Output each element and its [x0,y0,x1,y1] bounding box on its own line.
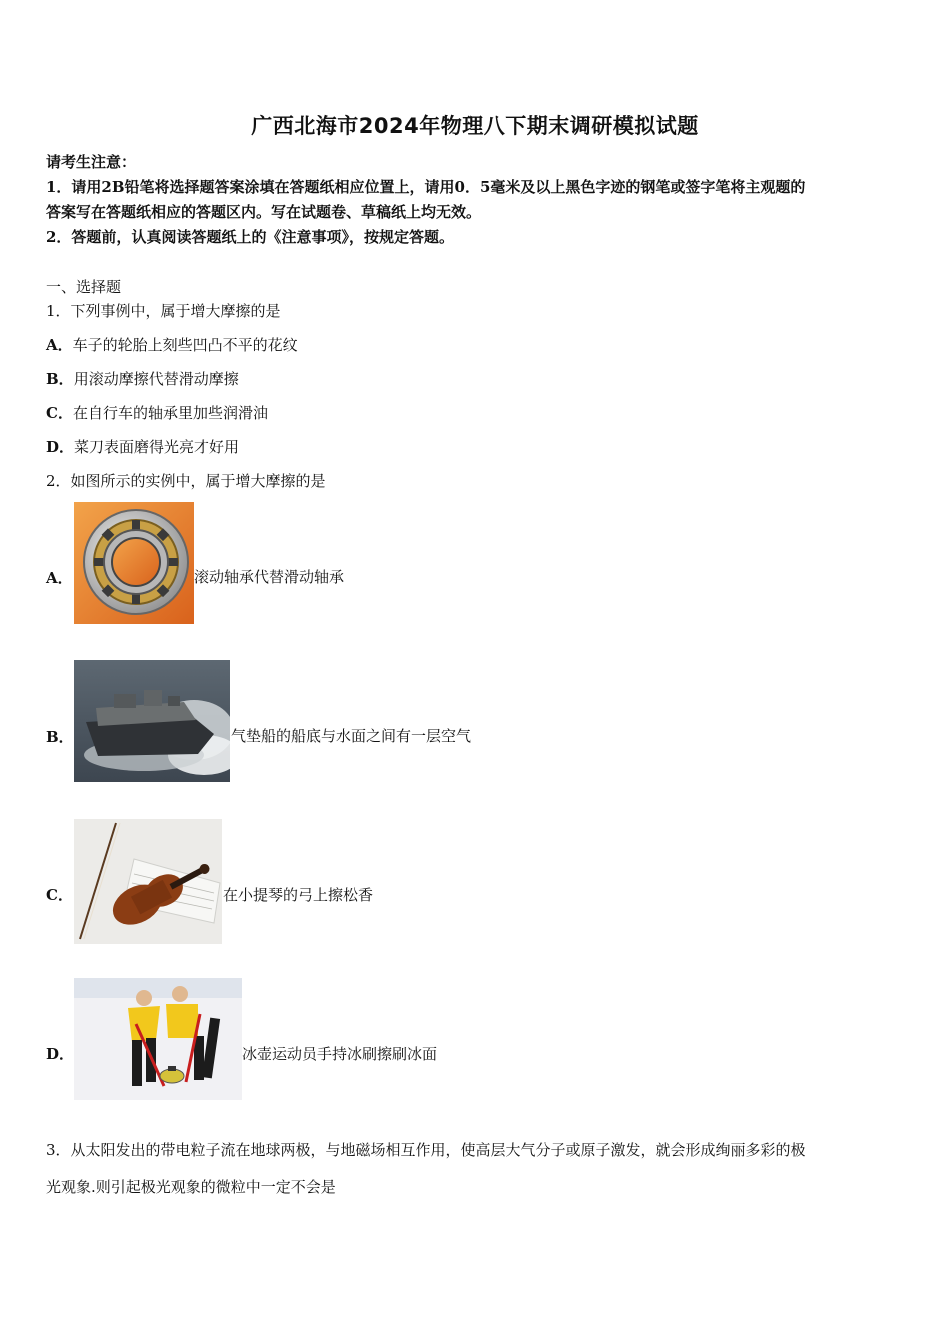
violin-bow-photo [74,819,222,944]
section-heading: 一、选择题 [46,278,122,296]
page-title: 广西北海市2024年物理八下期末调研模拟试题 [251,114,699,138]
q2-option-c-text: 在小提琴的弓上擦松香 [223,886,374,904]
q2-option-d-text: 冰壶运动员手持冰刷擦刷冰面 [242,1045,438,1063]
q2-option-a-letter: A． [46,569,73,587]
q2-option-a-text: 滚动轴承代替滑动轴承 [194,568,345,586]
option-text: 车子的轮胎上刻些凹凸不平的花纹 [72,336,298,354]
notice-item-1-line-1: 1．请用2B铅笔将选择题答案涂填在答题纸相应位置上，请用0．5毫米及以上黑色字迹的钢笔或签字笔将主观题的 [46,178,806,196]
notice-item-2: 2．答题前，认真阅读答题纸上的《注意事项》，按规定答题。 [46,228,454,246]
option-letter: A． [46,336,73,354]
q1-option-c [46,403,268,423]
question-3-line-1: 3．从太阳发出的带电粒子流在地球两极，与地磁场相互作用，使高层大气分子或原子激发，就会形成绚丽多彩的极 [46,1141,806,1159]
notice-heading: 请考生注意： [46,153,137,171]
q2-option-d-letter: D． [46,1045,75,1063]
question-2-stem: 2．如图所示的实例中，属于增大摩擦的是 [46,472,326,490]
option-letter: C． [46,404,73,422]
question-3-line-2: 光观象.则引起极光观象的微粒中一定不会是 [46,1178,336,1196]
q1-option-b [46,369,239,389]
curling-sweepers-photo [74,978,242,1100]
hovercraft-photo [74,660,230,782]
option-text: 在自行车的轴承里加些润滑油 [72,404,268,422]
notice-item-1-line-2: 答案写在答题纸相应的答题区内。写在试题卷、草稿纸上均无效。 [46,203,482,221]
option-text: 菜刀表面磨得光亮才好用 [74,438,240,456]
roller-bearing-photo [74,502,194,624]
question-1-stem: 1．下列事例中，属于增大摩擦的是 [46,302,281,320]
option-letter: B． [46,370,74,388]
q2-option-b-letter: B． [46,728,74,746]
q1-option-d [46,437,239,457]
q2-option-b-text: 气垫船的船底与水面之间有一层空气 [231,727,472,745]
q1-option-a [46,335,298,355]
option-letter: D． [46,438,75,456]
option-text: 用滚动摩擦代替滑动摩擦 [73,370,239,388]
q2-option-c-letter: C． [46,886,73,904]
